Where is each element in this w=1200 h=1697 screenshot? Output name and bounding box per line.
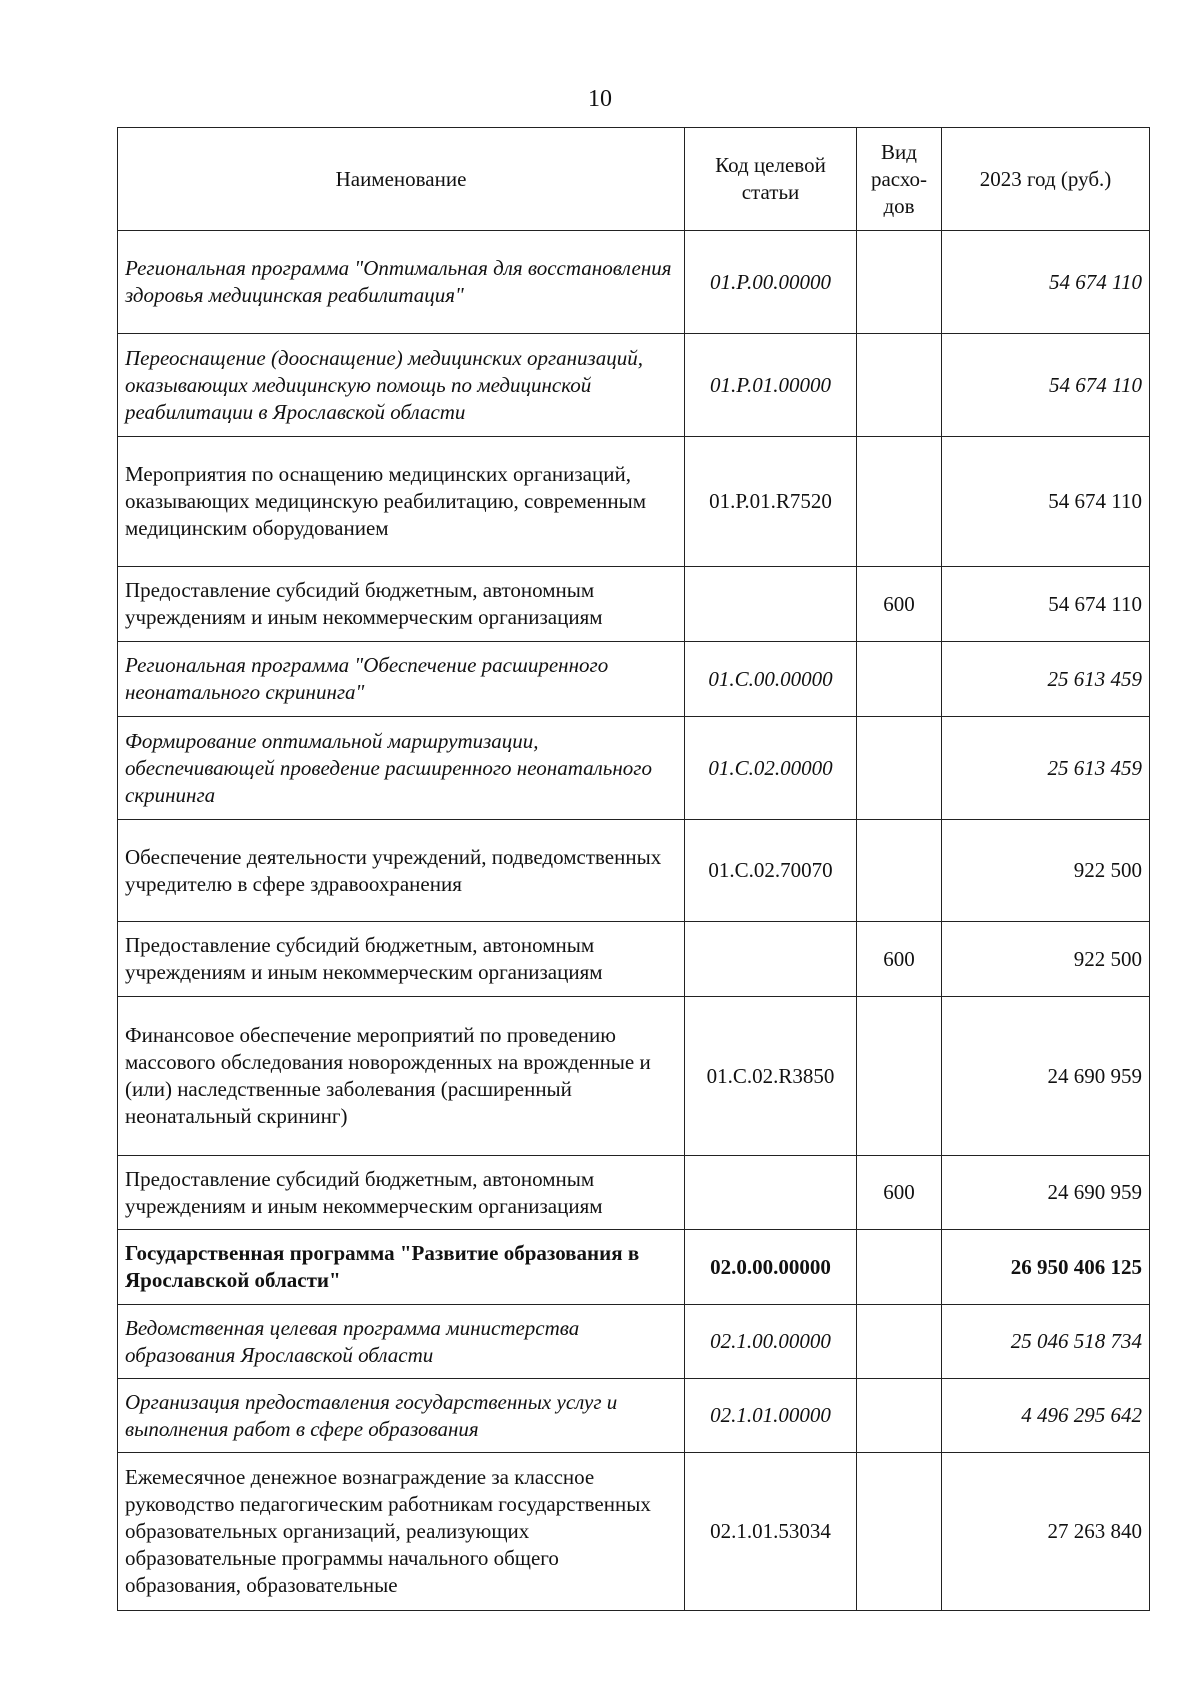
table-row	[118, 231, 1150, 334]
row-kind	[857, 437, 942, 567]
row-amount: 54 674 110	[942, 567, 1150, 642]
row-kind: 600	[857, 567, 942, 642]
row-kind: 600	[857, 1156, 942, 1230]
table-row	[118, 1453, 1150, 1611]
row-name: Переоснащение (дооснащение) медицинских организаций, оказывающих медицинскую помощь по медицинской реабилитации в Ярославской области	[118, 334, 685, 437]
row-name: Предоставление субсидий бюджетным, автономным учреждениям и иным некоммерческим организациям	[118, 922, 685, 997]
row-amount: 24 690 959	[942, 997, 1150, 1156]
row-amount: 54 674 110	[942, 231, 1150, 334]
row-name: Региональная программа "Оптимальная для восстановления здоровья медицинская реабилитация"	[118, 231, 685, 334]
row-name: Мероприятия по оснащению медицинских организаций, оказывающих медицинскую реабилитацию, современным медицинским оборудованием	[118, 437, 685, 567]
row-name: Организация предоставления государственных услуг и выполнения работ в сфере образования	[118, 1379, 685, 1453]
row-name: Региональная программа "Обеспечение расширенного неонатального скрининга"	[118, 642, 685, 717]
table-row	[118, 1156, 1150, 1230]
row-name: Ежемесячное денежное вознаграждение за классное руководство педагогическим работникам государственных образовательных организаций, реализующих образовательные программы начального общего образования, образовательные	[118, 1453, 685, 1611]
header-name: Наименование	[118, 128, 685, 231]
row-amount: 24 690 959	[942, 1156, 1150, 1230]
row-kind	[857, 820, 942, 922]
table-row	[118, 1379, 1150, 1453]
row-amount: 54 674 110	[942, 437, 1150, 567]
table-row	[118, 997, 1150, 1156]
row-code: 02.1.01.00000	[685, 1379, 857, 1453]
row-amount: 922 500	[942, 922, 1150, 997]
page-number: 10	[588, 86, 612, 112]
header-amount: 2023 год (руб.)	[942, 128, 1150, 231]
table-row	[118, 567, 1150, 642]
row-code: 01.Р.00.00000	[685, 231, 857, 334]
row-name: Государственная программа "Развитие образования в Ярославской области"	[118, 1230, 685, 1305]
row-kind	[857, 1305, 942, 1379]
row-code: 01.С.02.R3850	[685, 997, 857, 1156]
row-kind	[857, 1230, 942, 1305]
row-amount: 25 613 459	[942, 642, 1150, 717]
row-code	[685, 1156, 857, 1230]
row-code: 02.1.00.00000	[685, 1305, 857, 1379]
row-code: 01.Р.01.00000	[685, 334, 857, 437]
row-name: Ведомственная целевая программа министерства образования Ярославской области	[118, 1305, 685, 1379]
row-kind	[857, 1453, 942, 1611]
row-kind	[857, 997, 942, 1156]
row-name: Формирование оптимальной маршрутизации, обеспечивающей проведение расширенного неонатального скрининга	[118, 717, 685, 820]
row-code	[685, 922, 857, 997]
row-amount: 54 674 110	[942, 334, 1150, 437]
row-amount: 922 500	[942, 820, 1150, 922]
row-kind	[857, 1379, 942, 1453]
row-kind	[857, 334, 942, 437]
row-name: Предоставление субсидий бюджетным, автономным учреждениям и иным некоммерческим организациям	[118, 567, 685, 642]
row-code	[685, 567, 857, 642]
row-code: 02.1.01.53034	[685, 1453, 857, 1611]
table-row	[118, 334, 1150, 437]
header-kind: Вид расхо-дов	[857, 128, 942, 231]
table-row	[118, 922, 1150, 997]
row-name: Финансовое обеспечение мероприятий по проведению массового обследования новорожденных на врожденные и (или) наследственные заболевания (расширенный неонатальный скрининг)	[118, 997, 685, 1156]
row-code: 01.Р.01.R7520	[685, 437, 857, 567]
row-kind	[857, 717, 942, 820]
row-amount: 25 046 518 734	[942, 1305, 1150, 1379]
row-code: 01.С.02.00000	[685, 717, 857, 820]
table-row	[118, 717, 1150, 820]
table-row	[118, 820, 1150, 922]
row-name: Обеспечение деятельности учреждений, подведомственных учредителю в сфере здравоохранения	[118, 820, 685, 922]
table-row	[118, 437, 1150, 567]
row-name: Предоставление субсидий бюджетным, автономным учреждениям и иным некоммерческим организациям	[118, 1156, 685, 1230]
row-amount: 4 496 295 642	[942, 1379, 1150, 1453]
row-kind	[857, 642, 942, 717]
budget-table	[117, 127, 1150, 1611]
table-row	[118, 1230, 1150, 1305]
row-amount: 26 950 406 125	[942, 1230, 1150, 1305]
row-code: 02.0.00.00000	[685, 1230, 857, 1305]
row-kind: 600	[857, 922, 942, 997]
row-code: 01.С.00.00000	[685, 642, 857, 717]
row-code: 01.С.02.70070	[685, 820, 857, 922]
header-row	[118, 128, 1150, 231]
header-code: Код целевой статьи	[685, 128, 857, 231]
row-kind	[857, 231, 942, 334]
table-row	[118, 642, 1150, 717]
row-amount: 25 613 459	[942, 717, 1150, 820]
table-row	[118, 1305, 1150, 1379]
row-amount: 27 263 840	[942, 1453, 1150, 1611]
